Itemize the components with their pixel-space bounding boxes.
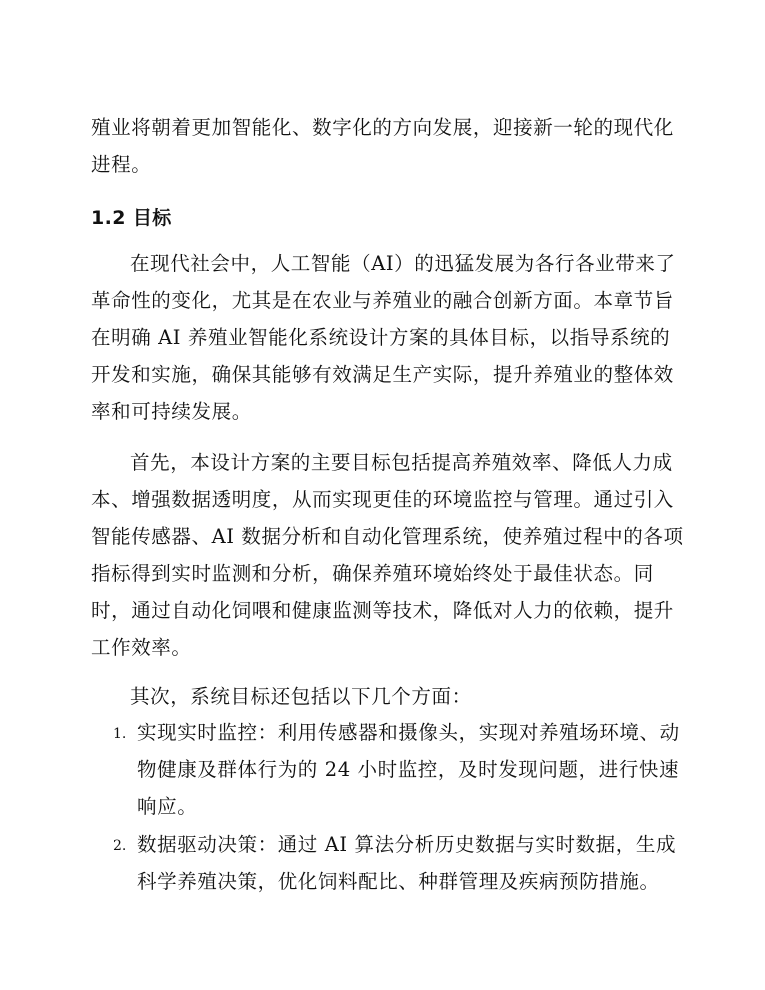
intro-line: 殖业将朝着更加智能化、数字化的方向发展，迎接新一轮的现代化 [91,116,674,139]
section-heading: 1.2 目标 [91,207,172,229]
paragraph-line: 本、增强数据透明度，从而实现更佳的环境监控与管理。通过引入 [91,488,674,511]
list-item-line: 科学养殖决策，优化饲料配比、种群管理及疾病预防措施。 [137,870,660,893]
list-number: 1. [113,726,127,742]
paragraph-line: 首先，本设计方案的主要目标包括提高养殖效率、降低人力成 [130,451,673,474]
list-item-line: 物健康及群体行为的 24 小时监控，及时发现问题，进行快速 [137,758,680,781]
list-number: 2. [113,838,127,854]
paragraph-line: 智能传感器、AI 数据分析和自动化管理系统，使养殖过程中的各项 [91,525,684,548]
paragraph-line: 开发和实施，确保其能够有效满足生产实际，提升养殖业的整体效 [91,363,674,386]
paragraph-line: 在明确 AI 养殖业智能化系统设计方案的具体目标，以指导系统的 [91,326,671,349]
paragraph-line: 时，通过自动化饲喂和健康监测等技术，降低对人力的依赖，提升 [91,599,674,622]
list-item-line: 响应。 [137,795,198,818]
list-item-line: 实现实时监控：利用传感器和摄像头，实现对养殖场环境、动 [137,721,680,744]
list-item-line: 数据驱动决策：通过 AI 算法分析历史数据与实时数据，生成 [137,833,677,856]
paragraph-line: 其次，系统目标还包括以下几个方面： [130,685,472,708]
paragraph-line: 率和可持续发展。 [91,400,252,423]
paragraph-line: 工作效率。 [91,636,192,659]
paragraph-line: 革命性的变化，尤其是在农业与养殖业的融合创新方面。本章节旨 [91,289,674,312]
paragraph-line: 在现代社会中，人工智能（AI）的迅猛发展为各行各业带来了 [130,252,676,275]
paragraph-line: 指标得到实时监测和分析，确保养殖环境始终处于最佳状态。同 [91,562,654,585]
intro-line: 进程。 [91,153,152,176]
